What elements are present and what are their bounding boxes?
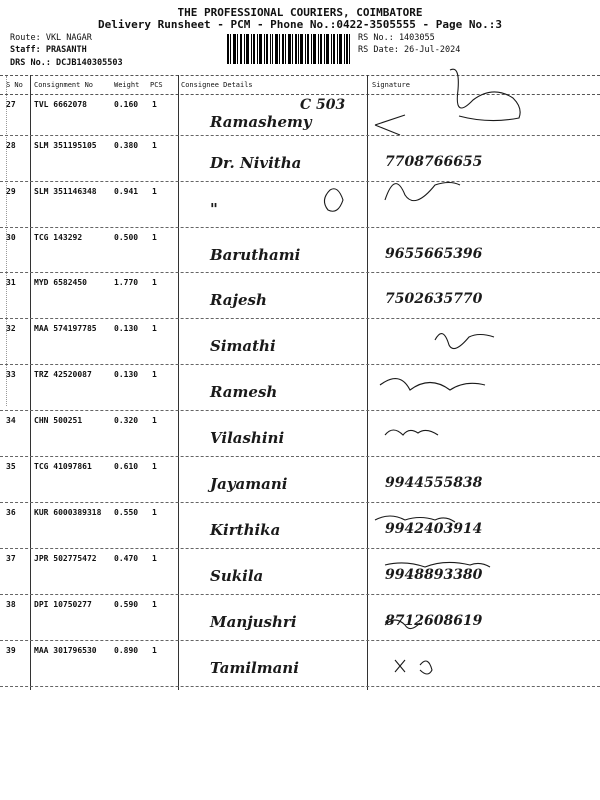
consignee-name: Vilashini — [210, 429, 285, 447]
pieces-count: 1 — [152, 554, 157, 563]
weight-value: 0.130 — [114, 370, 139, 379]
consignee-name: " — [210, 200, 218, 218]
pieces-count: 1 — [152, 100, 157, 109]
serial-number: 32 — [6, 324, 16, 333]
serial-number: 28 — [6, 141, 16, 150]
weight-value: 0.550 — [114, 508, 139, 517]
consignment-number: TCG 143292 — [34, 233, 83, 242]
table-row — [0, 182, 600, 228]
table-row — [0, 273, 600, 319]
signature-phone: 7708766655 — [385, 154, 483, 170]
consignee-name: Simathi — [210, 337, 276, 355]
signature-phone: 7502635770 — [385, 291, 483, 307]
table-row — [0, 641, 600, 687]
pieces-count: 1 — [152, 324, 157, 333]
consignee-name: Rajesh — [210, 291, 267, 309]
pieces-count: 1 — [152, 278, 157, 287]
consignee-name: Tamilmani — [210, 659, 299, 677]
col-consignee: Consignee Details — [181, 81, 253, 89]
consignment-number: KUR 6000389318 — [34, 508, 102, 517]
consignee-name: Ramashemy — [210, 113, 312, 131]
table-row — [0, 457, 600, 503]
consignee-name: Sukila — [210, 567, 264, 585]
serial-number: 29 — [6, 187, 16, 196]
consignment-number: CHN 500251 — [34, 416, 83, 425]
consignment-number: JPR 502775472 — [34, 554, 97, 563]
pieces-count: 1 — [152, 600, 157, 609]
consignment-number: MAA 574197785 — [34, 324, 97, 333]
signature-phone: 9655665396 — [385, 246, 483, 262]
consignee-name: Kirthika — [210, 521, 281, 539]
serial-number: 34 — [6, 416, 16, 425]
pieces-count: 1 — [152, 141, 157, 150]
signature-phone: 9942403914 — [385, 521, 483, 537]
runsheet-title: Delivery Runsheet - PCM - Phone No.:0422-3505555 - Page No.:3 — [98, 18, 502, 31]
barcode — [227, 34, 350, 64]
table-row — [0, 95, 600, 136]
weight-value: 0.890 — [114, 646, 139, 655]
table-row — [0, 549, 600, 595]
consignment-number: DPI 10750277 — [34, 600, 92, 609]
table-row — [0, 136, 600, 182]
table-row — [0, 411, 600, 457]
consignee-note: C 503 — [300, 97, 346, 113]
drs-label: DRS No.: DCJB140305503 — [10, 58, 123, 68]
serial-number: 37 — [6, 554, 16, 563]
rs-number: RS No.: 1403055 — [358, 33, 435, 43]
weight-value: 0.941 — [114, 187, 139, 196]
consignee-name: Ramesh — [210, 383, 278, 401]
col-weight: Weight — [114, 81, 140, 89]
signature-phone: 8712608619 — [385, 613, 483, 629]
pieces-count: 1 — [152, 187, 157, 196]
weight-value: 0.610 — [114, 462, 139, 471]
consignee-name: Baruthami — [210, 246, 301, 264]
consignee-name: Dr. Nivitha — [210, 154, 302, 172]
serial-number: 33 — [6, 370, 16, 379]
consignment-number: SLM 351146348 — [34, 187, 97, 196]
consignee-name: Jayamani — [210, 475, 288, 493]
company-title: THE PROFESSIONAL COURIERS, COIMBATORE — [177, 6, 423, 19]
consignee-name: Manjushri — [210, 613, 297, 631]
serial-number: 31 — [6, 278, 16, 287]
consignment-number: MAA 301796530 — [34, 646, 97, 655]
weight-value: 0.470 — [114, 554, 139, 563]
signature-phone: 9948893380 — [385, 567, 483, 583]
col-pcs: PCS — [150, 81, 163, 89]
signature-phone: 9944555838 — [385, 475, 483, 491]
col-consignment: Consignment No — [34, 81, 94, 89]
col-signature: Signature — [372, 81, 410, 89]
serial-number: 39 — [6, 646, 16, 655]
pieces-count: 1 — [152, 462, 157, 471]
route-label: Route: VKL NAGAR — [10, 33, 92, 43]
pieces-count: 1 — [152, 416, 157, 425]
table-row — [0, 503, 600, 549]
consignment-number: TRZ 42520087 — [34, 370, 92, 379]
weight-value: 1.770 — [114, 278, 139, 287]
staff-label: Staff: PRASANTH — [10, 45, 87, 55]
serial-number: 27 — [6, 100, 16, 109]
col-sno: S No — [6, 81, 23, 89]
weight-value: 0.160 — [114, 100, 139, 109]
table-row — [0, 228, 600, 273]
pieces-count: 1 — [152, 233, 157, 242]
serial-number: 30 — [6, 233, 16, 242]
table-header — [0, 75, 600, 95]
weight-value: 0.130 — [114, 324, 139, 333]
pieces-count: 1 — [152, 646, 157, 655]
consignment-number: TVL 6662078 — [34, 100, 87, 109]
pieces-count: 1 — [152, 508, 157, 517]
table-row — [0, 365, 600, 411]
table-row — [0, 595, 600, 641]
weight-value: 0.500 — [114, 233, 139, 242]
consignment-number: MYD 6582450 — [34, 278, 87, 287]
weight-value: 0.590 — [114, 600, 139, 609]
weight-value: 0.320 — [114, 416, 139, 425]
rs-date: RS Date: 26-Jul-2024 — [358, 45, 461, 55]
serial-number: 35 — [6, 462, 16, 471]
weight-value: 0.380 — [114, 141, 139, 150]
serial-number: 38 — [6, 600, 16, 609]
serial-number: 36 — [6, 508, 16, 517]
pieces-count: 1 — [152, 370, 157, 379]
consignment-number: TCG 41097861 — [34, 462, 92, 471]
consignment-number: SLM 351195105 — [34, 141, 97, 150]
table-row — [0, 319, 600, 365]
